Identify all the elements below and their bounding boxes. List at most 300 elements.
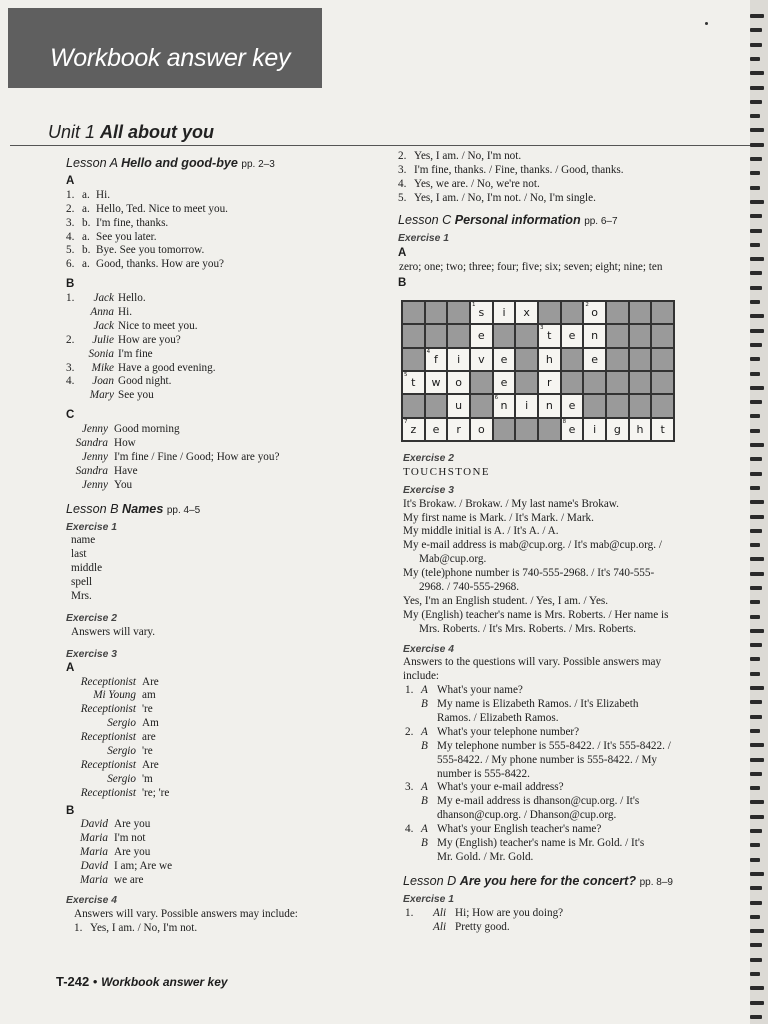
text-line [403,656,733,670]
text: Mrs. [71,590,92,603]
spine-tick [750,171,760,175]
cell-letter: s [478,306,485,320]
crossword-blank-cell [493,324,516,347]
speech-text: 're [142,744,153,757]
item-text: dhanson@cup.org. / Dhanson@cup.org. [437,809,617,822]
speech-text: Are you [114,846,151,859]
item-text: My e-mail address is dhanson@cup.org. / It's [437,795,640,808]
spacer [403,865,733,873]
text-line [403,623,733,637]
speech-text: Pretty good. [455,920,510,933]
section-heading [66,805,366,819]
item-letter: b. [82,216,91,229]
speaker-name: Jack [93,319,114,332]
item-number: 5. [66,244,75,257]
item-text: Mr. Gold. / Mr. Gold. [437,850,534,863]
text: name [71,534,96,547]
speaker-name: Ali [433,920,447,933]
crossword-blank-cell [402,348,425,371]
spine-tick [750,128,764,132]
text-line [66,626,366,640]
exercise-label: Exercise 1 [403,893,454,905]
dialog-line [66,451,366,465]
dialog-line [66,375,366,389]
crossword-blank-cell [629,371,652,394]
dialog-line [66,320,366,334]
spine-tick [750,572,764,576]
item-text: Yes, we are. / No, we're not. [414,177,540,190]
cell-letter: e [591,352,599,366]
answer-line [66,244,366,258]
text-line [66,562,366,576]
unit-rule [10,145,750,146]
section-label: C [66,409,75,422]
crossword-letter-cell [583,324,606,347]
speech-text: Are [142,758,159,771]
lesson-prefix: Lesson B [66,501,119,516]
spine-tick [750,43,762,47]
speaker-letter: A [421,684,428,697]
crossword-letter-cell [561,394,584,417]
spine-tick [750,186,760,190]
lesson-name: Are you here for the concert? [459,873,637,888]
crossword-letter-cell [561,418,584,441]
item-number: 3. [66,361,75,374]
spine-tick [750,843,760,847]
right-column-top [398,150,728,291]
speaker-name: David [80,860,108,873]
dialog-line [66,465,366,479]
section-heading [66,409,366,423]
spine-tick [750,243,760,247]
answer-line [398,178,728,192]
item-number: 3. [405,781,414,794]
crossword-letter-cell [470,348,493,371]
dialog-line [66,292,366,306]
text-line [66,576,366,590]
spine-tick [750,515,764,519]
clue-number: 6 [494,395,499,402]
spine-tick [750,786,760,790]
cell-letter: e [500,352,508,366]
answer-line [398,164,728,178]
spine-tick [750,143,764,147]
spacer [66,493,366,501]
spine-tick [750,686,764,690]
crossword-blank-cell [493,418,516,441]
spine-tick [750,414,760,418]
item-text: My (English) teacher's name is Mr. Gold. / It's [437,837,645,850]
crossword-letter-cell [470,418,493,441]
answer-line [403,781,733,795]
speaker-letter: B [421,739,428,752]
crossword-blank-cell [651,301,674,324]
dialog-line [66,362,366,376]
spine-tick [750,472,762,476]
crossword-blank-cell [402,394,425,417]
speck [705,22,708,25]
spine-tick [750,943,762,947]
text-line [403,567,733,581]
cell-letter: e [477,329,485,343]
item-number: 2. [66,333,75,346]
answer-line [66,217,366,231]
spine-tick [750,529,762,533]
exercise-heading [403,893,733,907]
exercise-label: Exercise 4 [403,643,454,655]
text: Mab@cup.org. [419,553,487,566]
text-line [403,609,733,623]
item-text: I'm fine, thanks. / Fine, thanks. / Good, thanks. [414,163,624,176]
section-heading [66,278,366,292]
lesson-name: Personal information [454,212,581,227]
spine-tick [750,86,764,90]
answer-line [403,740,733,754]
text: zero; one; two; three; four; five; six; seven; eight; nine; ten [399,261,663,274]
text-line [403,498,733,512]
item-number: 2. [398,150,407,162]
dialog-line [66,306,366,320]
item-text: Yes, I am. / No, I'm not. / No, I'm single. [414,191,596,204]
speech-text: I'm fine / Fine / Good; How are you? [114,450,280,463]
crossword-letter-cell [470,301,493,324]
item-text: My telephone number is 555-8422. / It's 555-8422. / [437,739,671,752]
spine-tick [750,500,764,504]
section-heading [398,247,728,261]
item-number: 3. [398,163,407,176]
page-number: T-242 [56,974,90,989]
text: My e-mail address is mab@cup.org. / It's mab@cup.org. / [403,539,662,552]
dialog-line [66,832,366,846]
spine-tick [750,443,764,447]
exercise-label: Exercise 2 [403,453,454,464]
spine-tick [750,715,762,719]
dialog-line [66,703,366,717]
speech-text: Have [114,464,138,477]
speaker-name: Julie [92,333,114,346]
item-number: 1. [66,292,75,305]
cell-letter: n [591,329,599,343]
cell-letter: i [457,352,461,366]
spine-tick [750,257,764,261]
answer-line [66,231,366,245]
item-number: 4. [398,177,407,190]
speaker-letter: B [421,698,428,711]
spine-tick [750,372,760,376]
crossword-blank-cell [561,301,584,324]
exercise-label: Exercise 3 [66,648,117,660]
crossword-blank-cell [651,324,674,347]
speaker-name: Jenny [81,478,108,491]
item-text: See you later. [96,230,157,243]
speech-text: Good morning [114,423,180,436]
cell-letter: t [660,422,665,436]
crossword-blank-cell [651,394,674,417]
header-banner [8,8,322,88]
speech-text: Hello. [118,292,146,305]
spine-tick [750,357,760,361]
crossword-blank-cell [561,371,584,394]
crossword-letter-cell [447,418,470,441]
spine-tick [750,1001,764,1005]
cell-letter: i [593,422,597,436]
lesson-pages: pp. 4–5 [166,504,201,516]
answer-line [403,823,733,837]
dialog-line [66,334,366,348]
dialog-line [403,921,733,935]
crossword-letter-cell [425,418,448,441]
dialog-line [66,689,366,703]
clue-number: 3 [539,325,544,332]
item-number: 1. [66,188,75,201]
exercise-heading [403,643,733,657]
spine-tick [750,100,762,104]
section-label: A [398,247,407,260]
spine-tick [750,886,762,890]
lesson-heading [403,875,733,893]
dialog-line [66,846,366,860]
crossword-blank-cell [470,371,493,394]
answer-line [403,837,733,851]
text-line [403,512,733,526]
crossword-blank-cell [606,371,629,394]
item-text: What's your English teacher's name? [437,823,602,836]
speaker-name: Maria [80,873,108,886]
spine-tick [750,729,760,733]
clue-number: 2 [585,302,589,308]
dialog-line [66,717,366,731]
item-number: 1. [74,921,83,934]
spine-tick [750,743,764,747]
speaker-name: Receptionist [80,758,136,771]
cell-letter: n [545,399,553,413]
unit-title: All about you [100,122,215,142]
item-letter: b. [82,244,91,257]
answer-line [403,795,733,809]
cell-letter: w [431,376,441,390]
section-heading [66,662,366,676]
lesson-pages: pp. 6–7 [584,215,618,227]
cell-letter: e [432,422,440,436]
cell-letter: r [547,376,552,390]
crossword-blank-cell [515,371,538,394]
unit-heading [48,122,214,143]
exercise-heading [398,232,728,246]
spine-tick [750,71,764,75]
page-footer [56,974,228,989]
crossword-blank-cell [629,348,652,371]
crossword-letter-cell [402,371,425,394]
speaker-name: Sergio [107,772,136,785]
text-line [403,670,733,684]
answer-line [403,754,733,768]
speaker-name: Sergio [107,744,136,757]
speech-text: Nice to meet you. [118,319,198,332]
spine-tick [750,915,760,919]
answer-line [403,851,733,865]
cell-letter: e [568,329,576,343]
crossword-letter-cell [515,301,538,324]
spine-tick [750,958,762,962]
lesson-title [66,156,275,170]
item-number: 1. [405,906,414,919]
answer-line [403,726,733,740]
text: My (tele)phone number is 740-555-2968. / It's 740-555- [403,567,655,580]
crossword-blank-cell [425,324,448,347]
crossword-letter-cell [629,418,652,441]
cell-letter: e [568,422,576,436]
crossword-blank-cell [425,301,448,324]
text-line [403,595,733,609]
crossword-blank-cell [651,348,674,371]
dialog-line [66,874,366,888]
item-text: What's your telephone number? [437,725,580,738]
binding-spine [750,0,768,1024]
item-number: 4. [66,375,75,388]
crossword-letter-cell [493,394,516,417]
answer-line [403,698,733,712]
dialog-line [66,731,366,745]
item-text: Bye. See you tomorrow. [96,244,205,257]
spine-tick [750,343,762,347]
speaker-name: Jack [93,292,114,305]
crossword-blank-cell [583,394,606,417]
speech-text: How are you? [118,333,181,346]
spine-tick [750,858,760,862]
speech-text: am [142,689,156,702]
item-letter: a. [82,258,90,271]
clue-number: 4 [426,348,431,355]
speech-text: See you [118,389,154,402]
crossword-blank-cell [651,371,674,394]
speaker-name: Sergio [107,717,136,730]
header-title: Workbook answer key [50,44,291,72]
exercise-label: Exercise 2 [66,612,117,624]
section-label: A [66,661,75,674]
crossword-letter-cell [447,371,470,394]
answer-line [403,712,733,726]
exercise-label: Exercise 3 [403,484,454,496]
spine-tick [750,700,762,704]
speech-text: 're; 're [142,786,170,799]
text: middle [71,562,103,575]
text: Mrs. Roberts. / It's Mrs. Roberts. / Mrs. Roberts. [419,622,637,635]
cell-letter: n [500,399,508,413]
speech-text: You [114,478,133,491]
cell-letter: h [636,422,644,436]
cell-letter: e [500,376,508,390]
cell-letter: g [613,422,621,436]
text: Answers will vary. [71,625,156,638]
spine-tick [750,157,762,161]
spine-tick [750,429,760,433]
crossword-letter-cell [425,371,448,394]
crossword-blank-cell [402,324,425,347]
cell-letter: o [455,376,463,390]
item-number: 5. [398,191,407,204]
crossword-blank-cell [515,418,538,441]
crossword-blank-cell [606,324,629,347]
section-heading [398,277,728,291]
crossword-letter-cell [583,348,606,371]
crossword-blank-cell [629,301,652,324]
answer-line [398,150,728,164]
crossword-blank-cell [425,394,448,417]
crossword-blank-cell [515,348,538,371]
speaker-name: Anna [90,306,114,319]
section-label: A [66,175,75,187]
text-line [66,590,366,604]
crossword-letter-cell [447,348,470,371]
text-line [403,525,733,539]
crossword-letter-cell [606,418,629,441]
touchstone-text: TOUCHSTONE [403,465,490,478]
spine-tick [750,901,762,905]
clue-number: 7 [404,418,408,425]
footer-separator: • [92,974,98,989]
item-number: 2. [405,725,414,738]
crossword-letter-cell [538,371,561,394]
speech-text: Are you [114,818,151,831]
crossword-blank-cell [629,324,652,347]
crossword-letter-cell [447,394,470,417]
text: 2968. / 740-555-2968. [419,581,520,594]
item-number: 4. [405,823,414,836]
section-label: B [66,804,75,817]
spine-tick [750,1015,762,1019]
item-number: 3. [66,216,75,229]
answer-line [403,768,733,782]
crossword-letter-cell [515,394,538,417]
item-text: I'm fine, thanks. [96,216,169,229]
dialog-line [66,676,366,690]
text-line [403,466,733,480]
clue-number: 1 [471,302,476,308]
spine-tick [750,400,762,404]
item-letter: a. [82,230,90,243]
dialog-line [66,348,366,362]
cell-letter: h [545,352,553,366]
spine-tick [750,758,764,762]
unit-prefix: Unit 1 [48,122,96,142]
crossword-blank-cell [447,324,470,347]
spine-tick [750,329,764,333]
speech-text: Am [142,717,159,730]
speaker-name: Sandra [75,437,108,450]
speaker-name: David [80,818,108,831]
spine-tick [750,28,762,32]
spine-tick [750,800,764,804]
lesson-pages: pp. 8–9 [639,876,673,888]
crossword-letter-cell [538,394,561,417]
spine-tick [750,557,764,561]
spine-tick [750,14,764,18]
speech-text: 'm [142,772,153,785]
spine-tick [750,815,764,819]
spine-tick [750,300,760,304]
text: My (English) teacher's name is Mrs. Roberts. / Her name is [403,608,669,621]
spine-tick [750,271,762,275]
text-line [398,261,728,275]
speech-text: I'm fine [118,347,153,360]
cell-letter: i [502,306,506,320]
exercise-heading [403,452,733,466]
item-text: Good, thanks. How are you? [96,258,225,271]
crossword-letter-cell [493,371,516,394]
cell-letter: o [477,422,485,436]
crossword-blank-cell [538,301,561,324]
text: Yes, I'm an English student. / Yes, I am. / Yes. [403,594,609,607]
